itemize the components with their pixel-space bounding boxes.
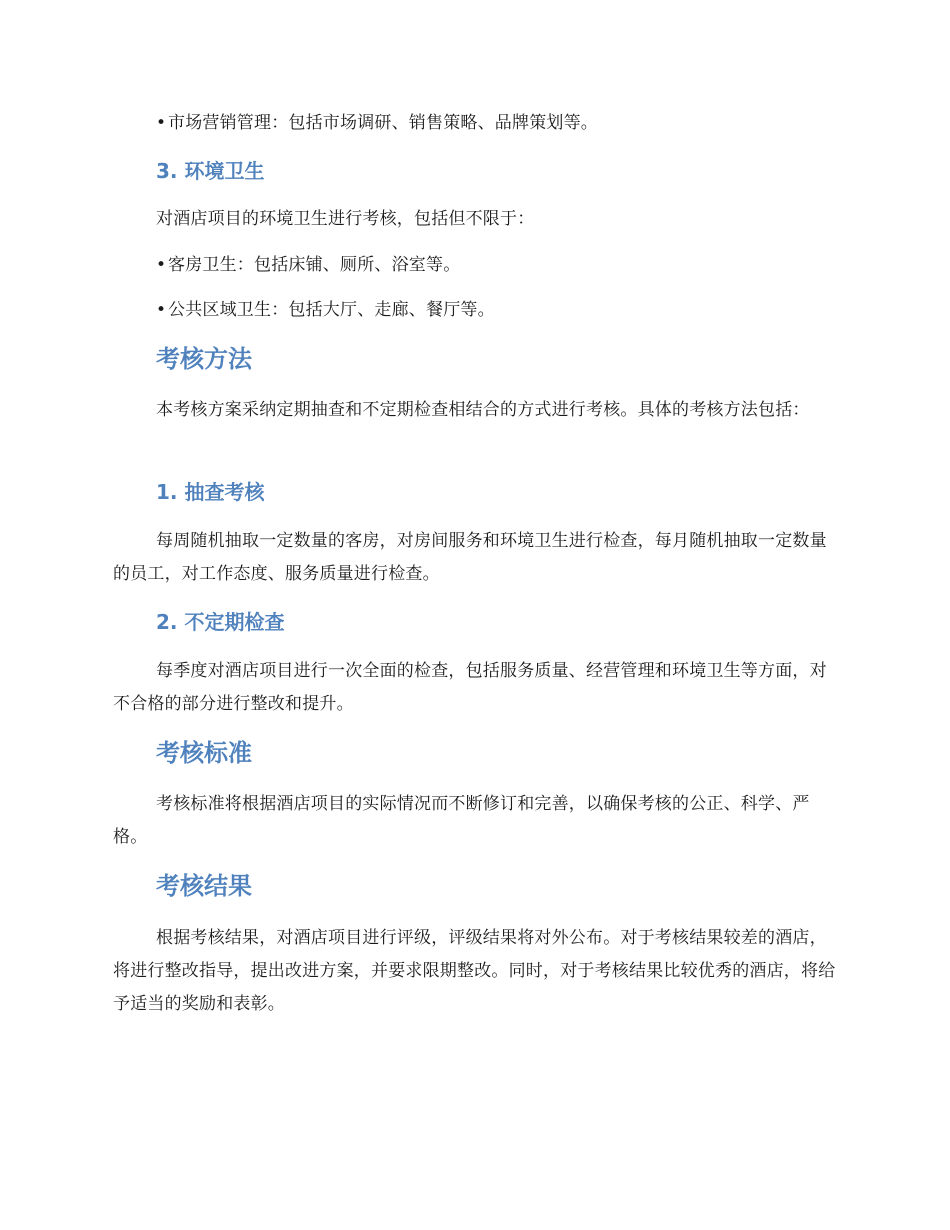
bullet-text: 公共区域卫生：包括大厅、走廊、餐厅等。 bbox=[168, 300, 495, 320]
bullet-marketing bbox=[113, 107, 840, 140]
bullet-dot: • bbox=[156, 300, 167, 320]
section-title: 考核方法 bbox=[156, 345, 252, 373]
heading-method bbox=[113, 342, 840, 376]
para-method bbox=[113, 394, 840, 427]
para-result bbox=[113, 922, 840, 1021]
section-title: 考核标准 bbox=[156, 739, 252, 767]
paragraph: 根据考核结果，对酒店项目进行评级，评级结果将对外公布。对于考核结果较差的酒店，将进行整改指导，提出改进方案，并要求限期整改。同时，对于考核结果比较优秀的酒店，将给予适当的奖励和表彰。 bbox=[113, 928, 836, 1014]
bullet-dot: • bbox=[156, 255, 167, 275]
section-heading: 1. 抽查考核 bbox=[156, 480, 265, 504]
paragraph: 考核标准将根据酒店项目的实际情况而不断修订和完善，以确保考核的公正、科学、严格。 bbox=[113, 794, 810, 847]
bullet-public bbox=[113, 294, 840, 327]
paragraph: 每周随机抽取一定数量的客房，对房间服务和环境卫生进行检查，每月随机抽取一定数量的员工，对工作态度、服务质量进行检查。 bbox=[113, 531, 827, 584]
paragraph: 对酒店项目的环境卫生进行考核，包括但不限于： bbox=[156, 209, 535, 229]
bullet-dot: • bbox=[156, 113, 167, 133]
bullet-room bbox=[113, 249, 840, 282]
para-spot-check bbox=[113, 525, 840, 591]
section-heading: 3. 环境卫生 bbox=[156, 159, 265, 183]
heading-environment bbox=[113, 156, 840, 186]
paragraph: 每季度对酒店项目进行一次全面的检查，包括服务质量、经营管理和环境卫生等方面，对不合格的部分进行整改和提升。 bbox=[113, 661, 827, 714]
section-title: 考核结果 bbox=[156, 872, 252, 900]
bullet-text: 客房卫生：包括床铺、厕所、浴室等。 bbox=[168, 255, 461, 275]
section-heading: 2. 不定期检查 bbox=[156, 610, 285, 634]
paragraph: 本考核方案采纳定期抽查和不定期检查相结合的方式进行考核。具体的考核方法包括： bbox=[156, 400, 810, 420]
heading-result bbox=[113, 869, 840, 903]
para-env-intro bbox=[113, 203, 840, 236]
para-irregular bbox=[113, 655, 840, 721]
heading-standard bbox=[113, 736, 840, 770]
heading-spot-check bbox=[113, 477, 840, 507]
bullet-text: 市场营销管理：包括市场调研、销售策略、品牌策划等。 bbox=[168, 113, 598, 133]
para-standard bbox=[113, 788, 840, 854]
heading-irregular bbox=[113, 607, 840, 637]
